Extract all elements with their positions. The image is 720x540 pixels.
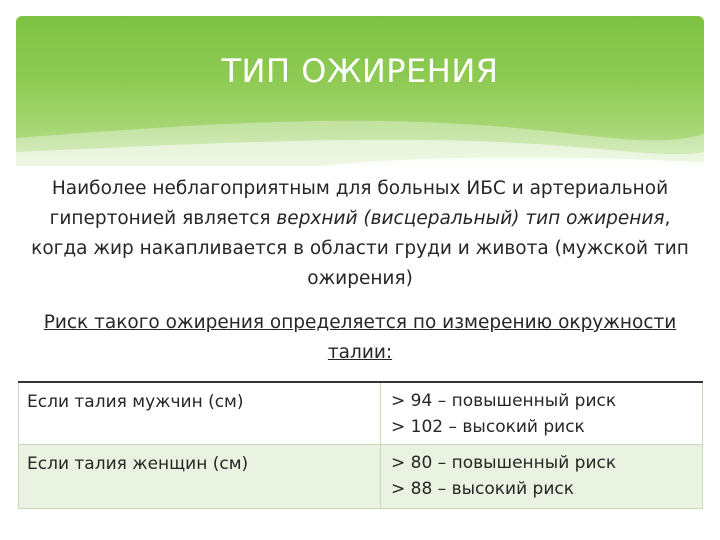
table-cell-label	[19, 382, 381, 445]
table-cell-values	[381, 445, 703, 509]
slide-title: ТИП ОЖИРЕНИЯ	[221, 52, 499, 90]
banner-wave-decoration	[16, 16, 704, 166]
intro-text-start: Наиболее неблагоприятным для больных ИБС и артериальной гипертонией является	[49, 178, 669, 229]
row-label-women: Если талия женщин (см)	[27, 454, 249, 474]
table-cell-label	[19, 445, 381, 509]
risk-line: > 94 – повышенный риск	[391, 391, 617, 411]
intro-paragraph	[20, 174, 700, 294]
intro-text-emphasis: верхний (висцеральный) тип ожирения	[276, 208, 665, 229]
table-row	[19, 382, 703, 445]
risk-line: > 102 – высокий риск	[391, 417, 585, 437]
risk-line: > 88 – высокий риск	[391, 479, 574, 499]
risk-note: Риск такого ожирения определяется по измерению окружности талии:	[43, 312, 677, 363]
title-banner	[16, 16, 704, 166]
intro-text-end: , когда жир накапливается в области груди и живота (мужской тип ожирения)	[31, 208, 689, 289]
table-cell-values	[381, 382, 703, 445]
waist-risk-table	[18, 381, 703, 509]
risk-line: > 80 – повышенный риск	[391, 453, 617, 473]
row-label-men: Если талия мужчин (см)	[27, 392, 244, 412]
table-row	[19, 445, 703, 509]
